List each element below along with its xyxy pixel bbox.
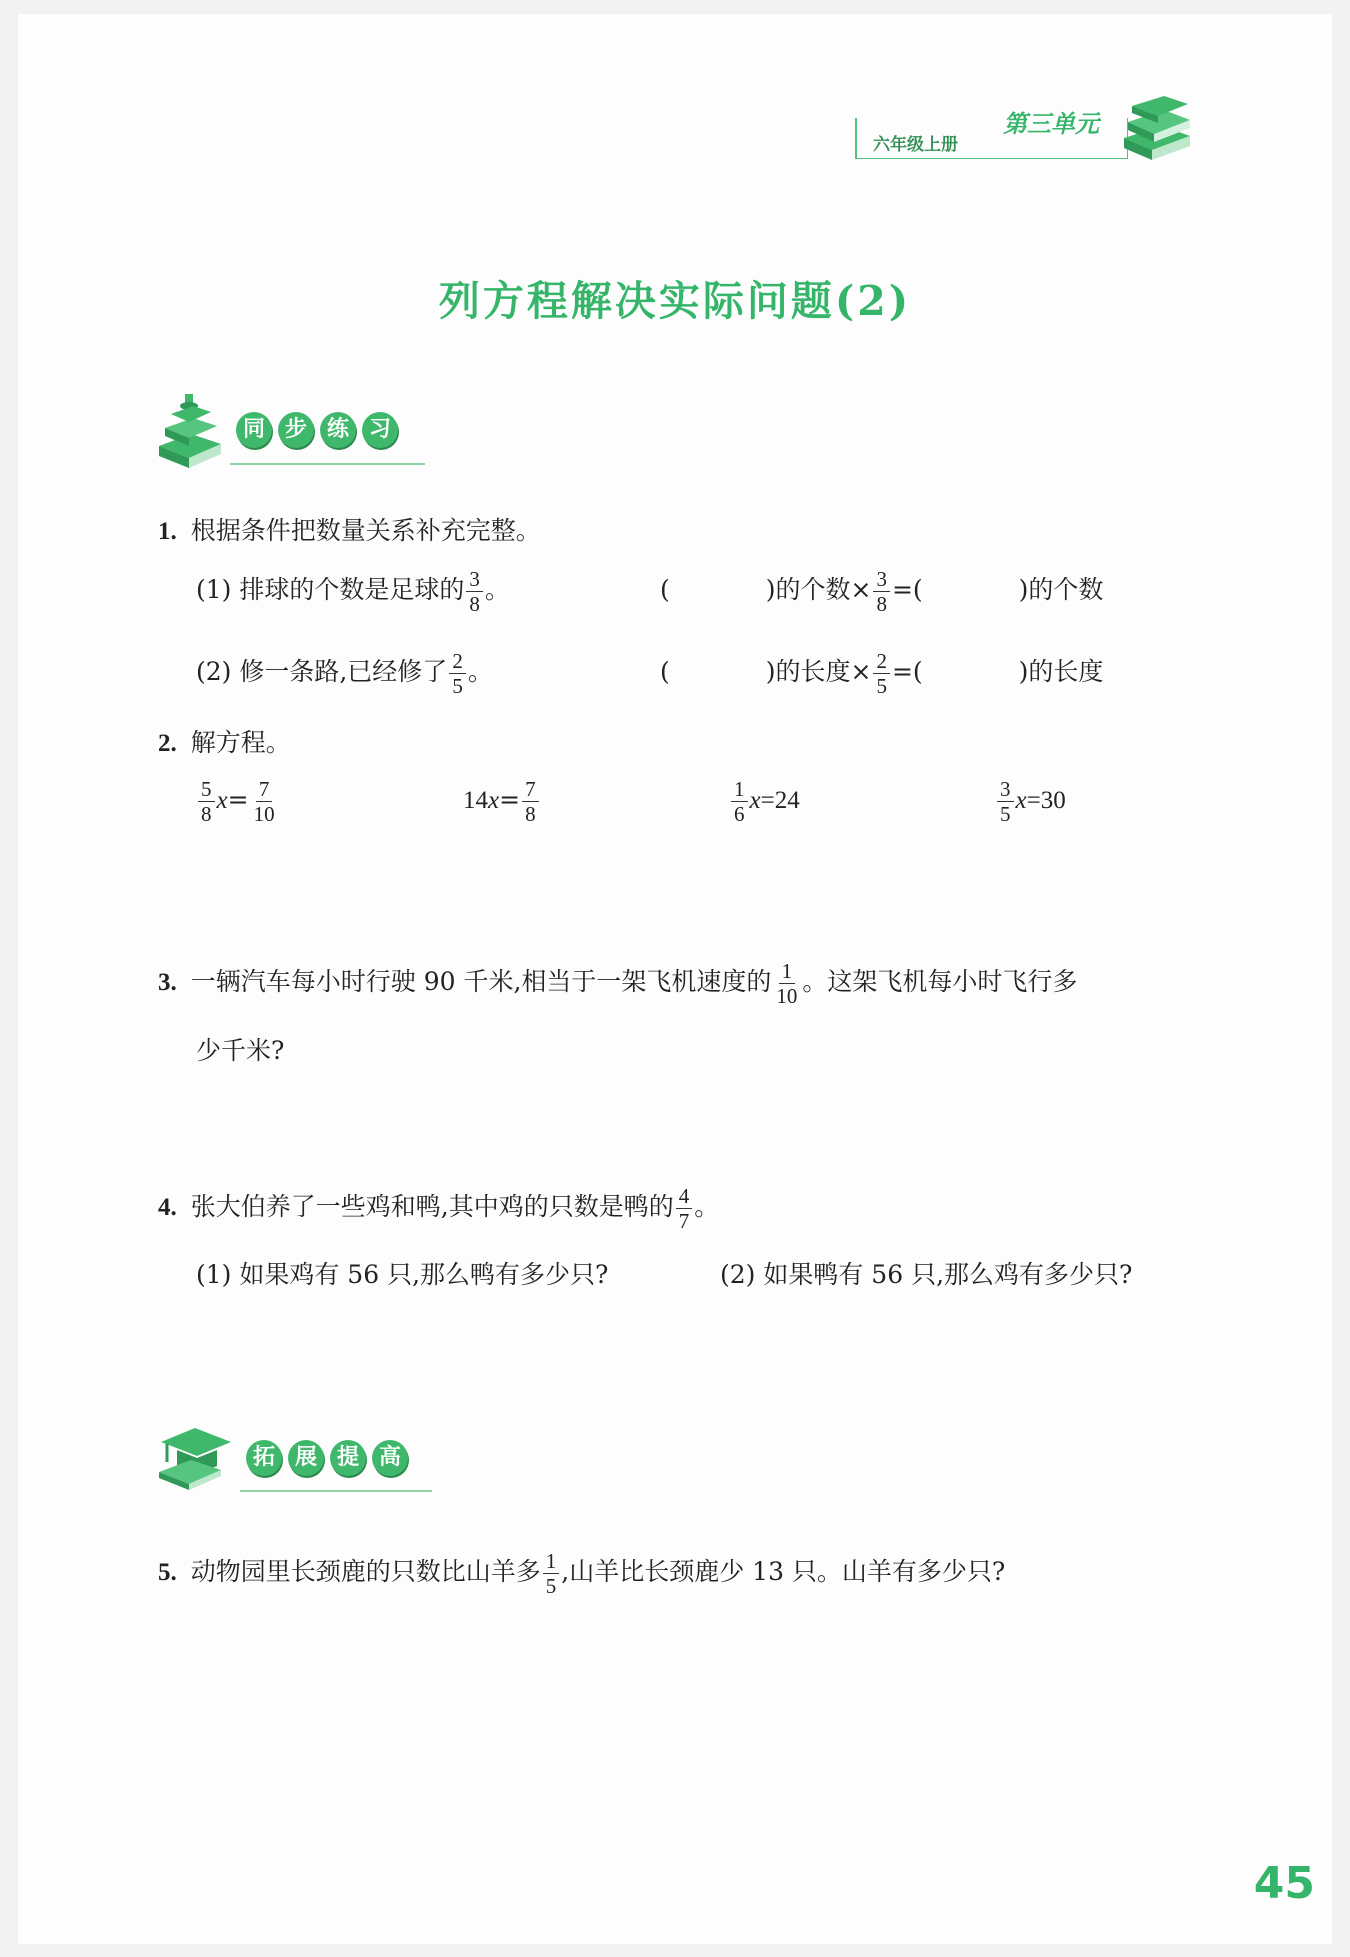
- practice-underline: [230, 463, 425, 465]
- denominator: 5: [452, 674, 463, 699]
- extend-char-4: 高: [372, 1440, 408, 1476]
- denominator: 5: [1000, 802, 1011, 827]
- graduation-cap-icon: [155, 1420, 235, 1492]
- practice-char-2: 步: [278, 412, 314, 448]
- question-5: [158, 1550, 1005, 1597]
- extend-char-2: 展: [288, 1440, 324, 1476]
- right-side: =30: [1026, 787, 1066, 815]
- question-text: 张大伯养了一些鸡和鸭,其中鸡的只数是鸭的: [190, 1192, 674, 1222]
- coefficient: 14: [463, 787, 488, 815]
- numerator: 1: [779, 960, 796, 984]
- question-number: 3.: [158, 969, 177, 997]
- relation-text: )的长度×: [765, 657, 872, 687]
- left-paren: (: [660, 657, 670, 687]
- sub-text: (2) 修一条路,已经修了: [196, 657, 448, 687]
- numerator: 4: [676, 1185, 693, 1209]
- practice-char-3: 练: [320, 412, 356, 448]
- equals-paren: =(: [891, 657, 923, 687]
- sub-end: 。: [484, 575, 510, 605]
- denominator: 8: [525, 802, 536, 827]
- denominator: 10: [253, 802, 275, 827]
- numerator: 2: [449, 650, 466, 674]
- equation-1: [196, 778, 280, 825]
- question-3: [158, 960, 1077, 1007]
- question-number: 5.: [158, 1559, 177, 1587]
- question-text-end: 。: [694, 1192, 720, 1222]
- extend-char-3: 提: [330, 1440, 366, 1476]
- numerator: 1: [543, 1550, 560, 1574]
- variable: x: [488, 787, 500, 815]
- equals: =: [499, 785, 521, 815]
- numerator: 3: [466, 568, 483, 592]
- question-text-end: 。这架飞机每小时飞行多: [802, 967, 1078, 997]
- sub-text: (1) 排球的个数是足球的: [196, 575, 465, 605]
- variable: x: [216, 787, 228, 815]
- denominator: 5: [545, 1574, 557, 1599]
- question-text-end: ,山羊比长颈鹿少 13 只。山羊有多少只?: [561, 1557, 1006, 1587]
- question-number: 2.: [158, 730, 177, 757]
- right-side: =24: [760, 787, 800, 815]
- numerator: 7: [522, 778, 539, 802]
- grade-label: 六年级上册: [873, 135, 958, 155]
- numerator: 7: [256, 778, 273, 802]
- equals-paren: =(: [891, 575, 923, 605]
- variable: x: [1015, 787, 1027, 815]
- question-number: 4.: [158, 1194, 177, 1222]
- numerator: 3: [873, 568, 890, 592]
- fraction: [198, 778, 215, 825]
- question-text: 解方程。: [190, 728, 291, 757]
- q1-sub2-condition: [196, 650, 493, 697]
- equation-2: [463, 778, 541, 825]
- denominator: 6: [734, 802, 745, 827]
- practice-title: [236, 412, 404, 448]
- fraction: [251, 778, 278, 825]
- extend-title: [246, 1440, 414, 1476]
- denominator: 8: [201, 802, 212, 827]
- question-4: [158, 1185, 719, 1232]
- numerator: 3: [997, 778, 1014, 802]
- numerator: 1: [731, 778, 748, 802]
- books-icon: [1118, 92, 1194, 164]
- fraction: [873, 650, 890, 697]
- fraction: [997, 778, 1014, 825]
- fraction: [731, 778, 748, 825]
- question-number: 1.: [158, 518, 177, 545]
- question-text: 一辆汽车每小时行驶 90 千米,相当于一架飞机速度的: [190, 967, 772, 997]
- unit-label: 第三单元: [1003, 110, 1099, 138]
- fraction: [773, 960, 800, 1007]
- fraction: [676, 1185, 693, 1232]
- sub-end: 。: [467, 657, 493, 687]
- fraction: [449, 650, 466, 697]
- relation-end: )的个数: [1018, 575, 1104, 605]
- fraction: [522, 778, 539, 825]
- fraction: [873, 568, 890, 615]
- practice-char-1: 同: [236, 412, 272, 448]
- q4-sub1: (1) 如果鸡有 56 只,那么鸭有多少只?: [196, 1260, 609, 1289]
- equals: =: [227, 785, 249, 815]
- denominator: 10: [776, 984, 798, 1009]
- numerator: 5: [198, 778, 215, 802]
- practice-char-4: 习: [362, 412, 398, 448]
- question-text: 动物园里长颈鹿的只数比山羊多: [190, 1557, 541, 1587]
- left-paren: (: [660, 575, 670, 605]
- q1-sub2-relation: [660, 650, 1103, 697]
- page-title: 列方程解决实际问题(2): [438, 277, 912, 325]
- stacked-books-icon: [155, 392, 227, 470]
- question-text: 根据条件把数量关系补充完整。: [190, 516, 541, 545]
- relation-text: )的个数×: [765, 575, 872, 605]
- relation-end: )的长度: [1018, 657, 1104, 687]
- question-3-line2: 少千米?: [196, 1036, 285, 1065]
- denominator: 7: [678, 1209, 690, 1234]
- q1-sub1-relation: [660, 568, 1103, 615]
- question-1: [158, 518, 541, 544]
- denominator: 8: [469, 592, 480, 617]
- q4-sub2: (2) 如果鸭有 56 只,那么鸡有多少只?: [720, 1260, 1133, 1289]
- equation-3: [729, 778, 800, 825]
- q1-sub1-condition: [196, 568, 510, 615]
- extend-underline: [240, 1490, 432, 1492]
- page-number: 45: [1253, 1858, 1315, 1909]
- denominator: 5: [876, 674, 887, 699]
- equation-4: [995, 778, 1066, 825]
- variable: x: [749, 787, 761, 815]
- denominator: 8: [876, 592, 887, 617]
- extend-char-1: 拓: [246, 1440, 282, 1476]
- numerator: 2: [873, 650, 890, 674]
- question-2: [158, 730, 291, 756]
- fraction: [543, 1550, 560, 1597]
- fraction: [466, 568, 483, 615]
